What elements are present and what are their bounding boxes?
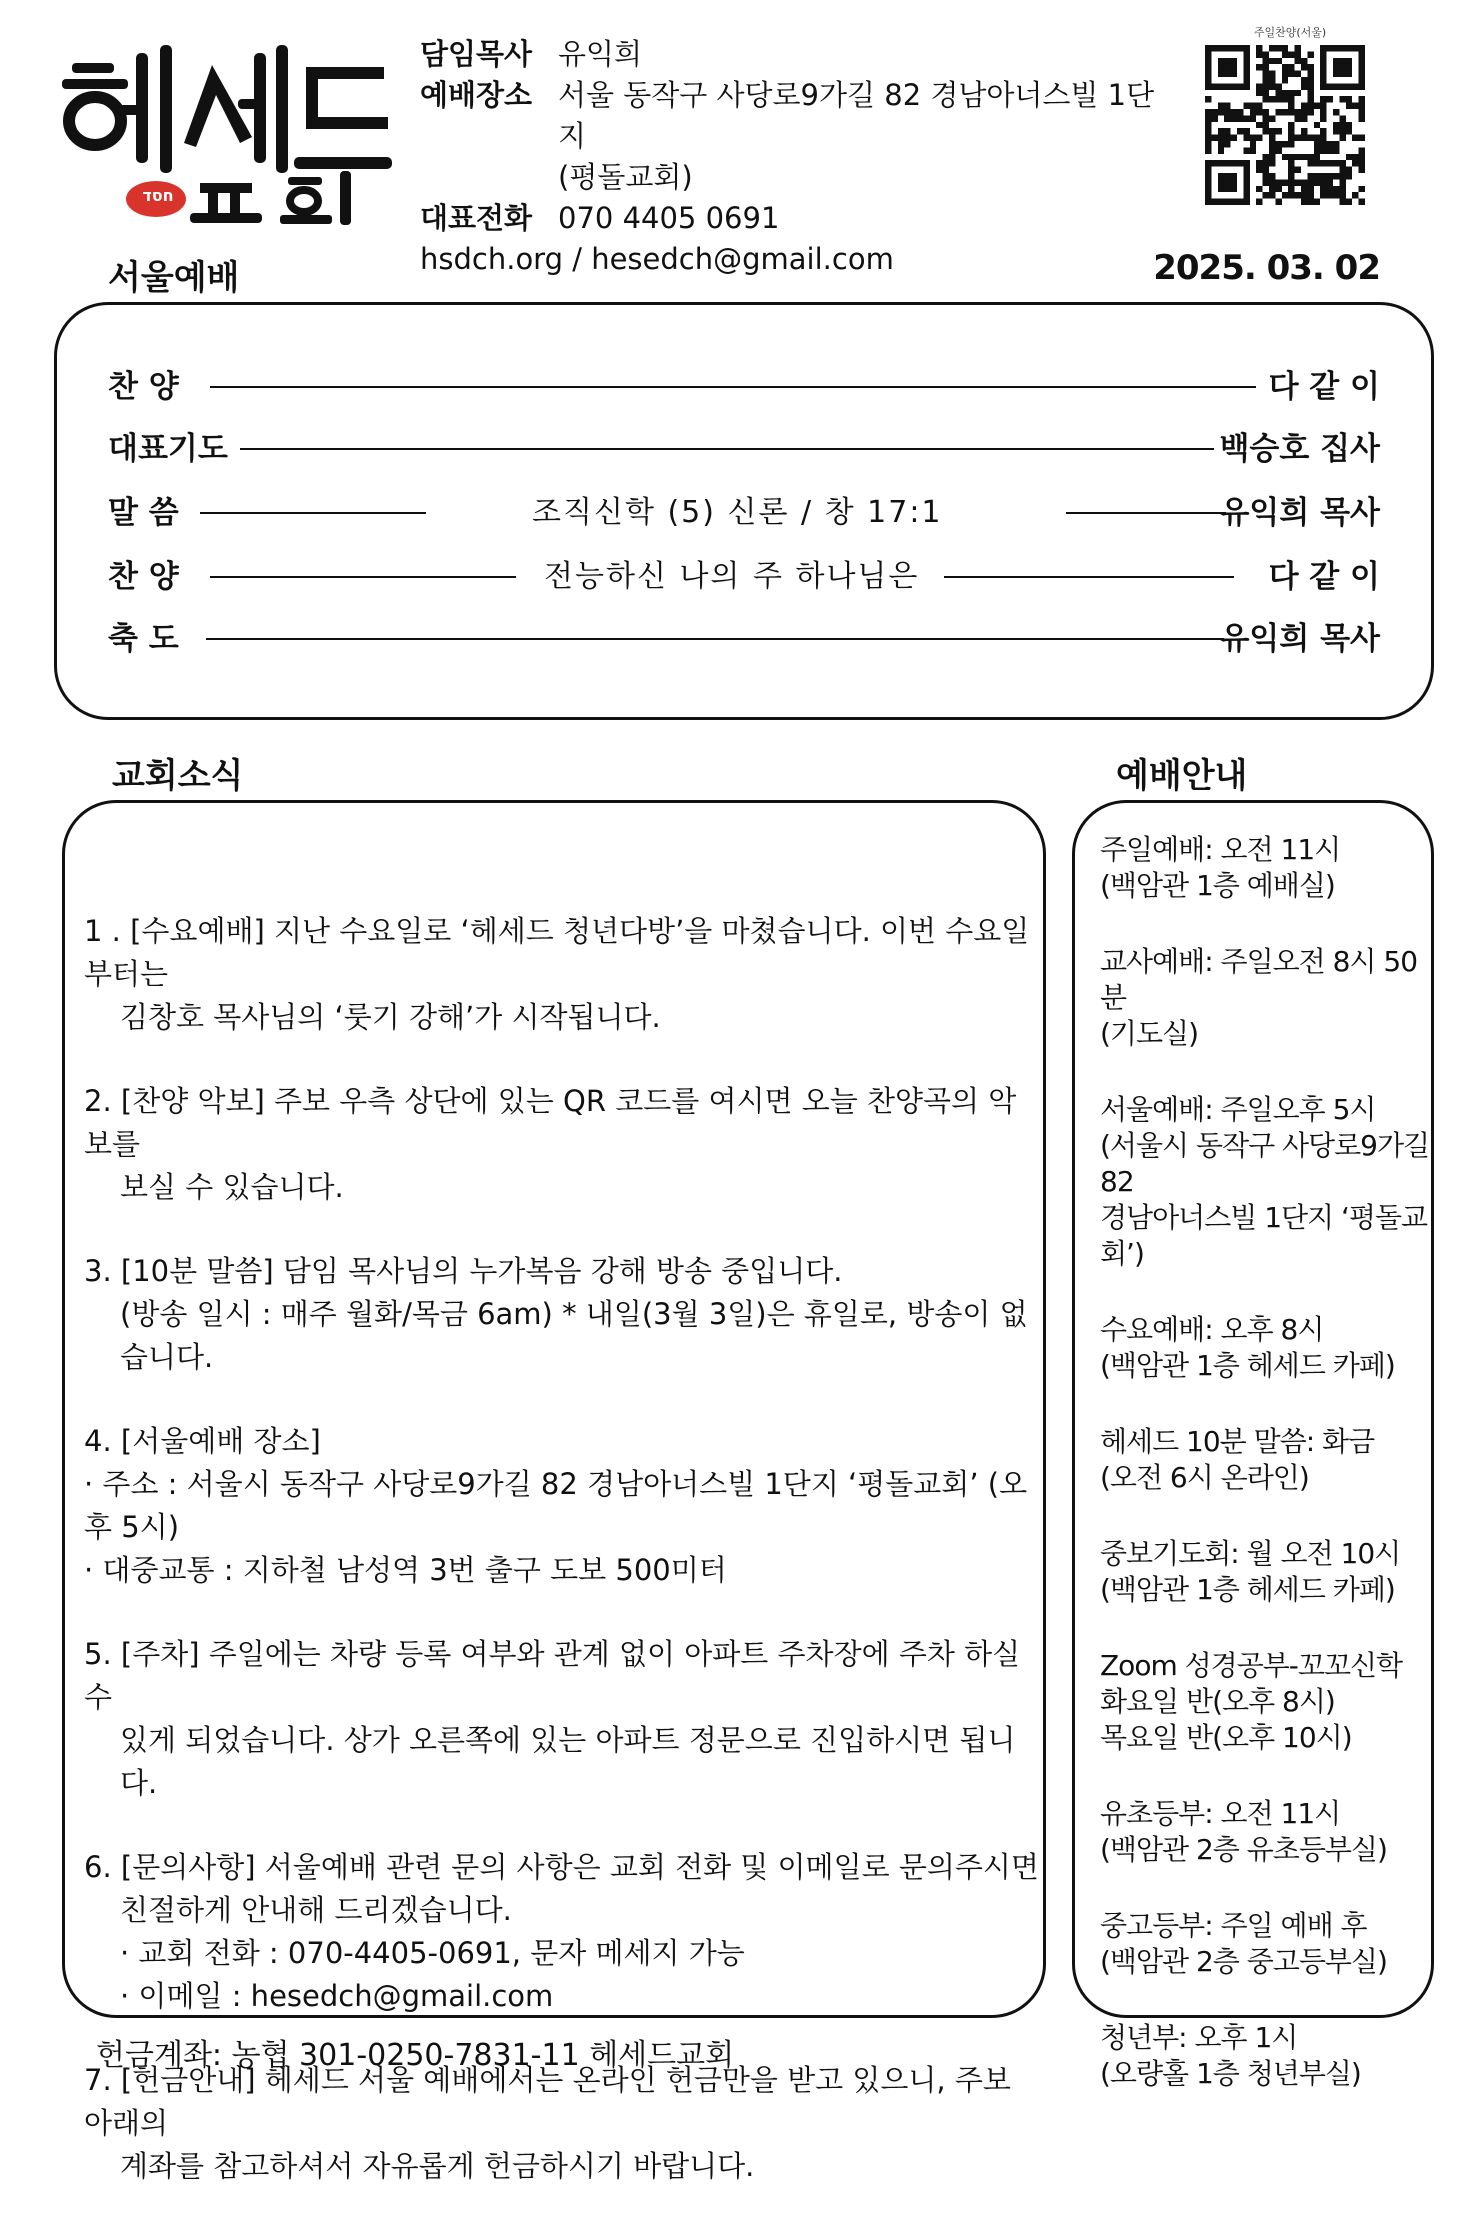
news-text: 3. [10분 말씀] 담임 목사님의 누가복음 강해 방송 중입니다. <box>84 1254 843 1288</box>
guide-text: (백암관 1층 헤세드 카페) <box>1100 1573 1395 1606</box>
guide-item <box>1100 1908 1430 1980</box>
guide-text: 서울예배: 주일오후 5시 <box>1100 1093 1376 1126</box>
guide-text: (오량홀 1층 청년부실) <box>1100 2057 1361 2090</box>
guide-text: 중고등부: 주일 예배 후 <box>1100 1909 1367 1942</box>
guide-text: 화요일 반(오후 8시) <box>1100 1685 1335 1718</box>
guide-item <box>1100 1424 1430 1496</box>
place-address-line2: (평돌교회) <box>558 160 693 194</box>
service-title: 서울예배 <box>108 258 240 298</box>
guide-text: (서울시 동작구 사당로9가길 82 <box>1100 1129 1430 1198</box>
guide-text: (백암관 1층 헤세드 카페) <box>1100 1349 1395 1382</box>
service-row-label: 말 씀 <box>108 495 179 531</box>
dotted-leader <box>210 386 1256 388</box>
guide-text: 청년부: 오후 1시 <box>1100 2021 1298 2054</box>
dotted-leader <box>240 448 1214 450</box>
news-text: 7. [헌금안내] 헤세드 서울 예배에서는 온라인 헌금만을 받고 있으니, 주보 아래의 <box>84 2063 1011 2140</box>
guide-text: 중보기도회: 월 오전 10시 <box>1100 1537 1401 1570</box>
dotted-leader <box>1066 512 1226 514</box>
guide-item <box>1100 944 1430 1052</box>
guide-title: 예배안내 <box>1116 756 1248 796</box>
hymn-title: 전능하신 나의 주 하나님은 <box>544 559 920 594</box>
phone-label: 대표전화 <box>420 201 533 235</box>
news-text: 6. [문의사항] 서울예배 관련 문의 사항은 교회 전화 및 이메일로 문의주시면 <box>84 1850 1039 1884</box>
dotted-leader <box>206 638 1224 640</box>
service-row-leader: 다 같 이 <box>1268 559 1380 595</box>
church-logo <box>62 45 392 225</box>
pastor-label: 담임목사 <box>420 37 533 71</box>
news-text: · 교회 전화 : 070-4405-0691, 문자 메세지 가능 <box>120 1936 745 1970</box>
web-email: hsdch.org / hesedch@gmail.com <box>420 242 894 276</box>
guide-text: (백암관 2층 중고등부실) <box>1100 1945 1387 1978</box>
news-item <box>84 910 1044 1039</box>
place-address: 서울 동작구 사당로9가길 82 경남아너스빌 1단지 <box>558 78 1155 153</box>
guide-text: 목요일 반(오후 10시) <box>1100 1721 1352 1754</box>
service-row-leader: 유익희 목사 <box>1219 621 1380 657</box>
news-item <box>84 1633 1044 1805</box>
news-text: · 이메일 : hesedch@gmail.com <box>120 1979 554 2013</box>
guide-text: 주일예배: 오전 11시 <box>1100 833 1341 866</box>
news-text: 2. [찬양 악보] 주보 우측 상단에 있는 QR 코드를 여시면 오늘 찬양곡의 악보를 <box>84 1084 1017 1161</box>
pastor-name: 유익희 <box>558 37 643 71</box>
guide-text: (백암관 2층 유초등부실) <box>1100 1833 1387 1866</box>
service-row-leader: 백승호 집사 <box>1219 431 1380 467</box>
news-item <box>84 1080 1044 1209</box>
news-text: 4. [서울예배 장소] <box>84 1424 321 1458</box>
sermon-title: 조직신학 (5) 신론 / 창 17:1 <box>532 495 943 530</box>
guide-item <box>1100 1648 1430 1756</box>
guide-item <box>1100 1536 1430 1608</box>
service-row-praise-1 <box>54 362 1434 412</box>
service-row-label: 찬 양 <box>108 559 179 595</box>
news-item <box>84 1420 1044 1592</box>
news-item <box>84 1846 1044 2018</box>
news-item <box>84 2059 1044 2188</box>
news-title: 교회소식 <box>112 756 244 796</box>
news-text: 있게 되었습니다. 상가 오른쪽에 있는 아파트 정문으로 진입하시면 됩니다. <box>120 1723 1016 1800</box>
guide-item <box>1100 832 1430 904</box>
news-text: 보실 수 있습니다. <box>120 1170 344 1204</box>
dotted-leader <box>210 576 516 578</box>
service-row-leader: 유익희 목사 <box>1219 495 1380 531</box>
service-row-label: 찬 양 <box>108 369 179 405</box>
guide-text: (백암관 1층 예배실) <box>1100 869 1335 902</box>
service-date: 2025. 03. 02 <box>1153 248 1380 288</box>
logo-seal-text: חסד <box>142 186 174 205</box>
news-item <box>84 1250 1044 1379</box>
qr-label: 주일찬양(서울) <box>1253 26 1327 39</box>
dotted-leader <box>200 512 426 514</box>
guide-item <box>1100 1796 1430 1868</box>
guide-text: Zoom 성경공부-꼬꼬신학 <box>1100 1649 1403 1682</box>
news-text: · 대중교통 : 지하철 남성역 3번 출구 도보 500미터 <box>84 1553 727 1587</box>
guide-text: 교사예배: 주일오전 8시 50분 <box>1100 945 1418 1014</box>
news-text: 계좌를 참고하셔서 자유롭게 헌금하시기 바랍니다. <box>120 2149 755 2183</box>
phone-number: 070 4405 0691 <box>558 201 780 235</box>
guide-text: (오전 6시 온라인) <box>1100 1461 1309 1494</box>
dotted-leader <box>944 576 1234 578</box>
service-row-prayer <box>54 424 1434 474</box>
service-row-sermon <box>54 488 1434 538</box>
news-text: · 주소 : 서울시 동작구 사당로9가길 82 경남아너스빌 1단지 ‘평돌교회’ (오후 5시) <box>84 1467 1028 1544</box>
guide-item <box>1100 2020 1430 2092</box>
news-text: 1 . [수요예배] 지난 수요일로 ‘헤세드 청년다방’을 마쳤습니다. 이번 수요일부터는 <box>84 914 1030 991</box>
guide-text: 헤세드 10분 말씀: 화금 <box>1100 1425 1375 1458</box>
church-info <box>420 34 1180 280</box>
guide-text: 수요예배: 오후 8시 <box>1100 1313 1324 1346</box>
news-text: (방송 일시 : 매주 월화/목금 6am) * 내일(3월 3일)은 휴일로, 방송이 없습니다. <box>120 1297 1028 1374</box>
guide-text: 경남아너스빌 1단지 ‘평돌교회’) <box>1100 1201 1428 1270</box>
service-row-label: 대표기도 <box>108 431 228 467</box>
news-text: 친절하게 안내해 드리겠습니다. <box>120 1893 512 1927</box>
guide-item <box>1100 1092 1430 1272</box>
qr-code[interactable] <box>1205 45 1365 205</box>
service-row-label: 축 도 <box>108 621 179 657</box>
service-row-praise-2 <box>54 552 1434 602</box>
news-text: 5. [주차] 주일에는 차량 등록 여부와 관계 없이 아파트 주차장에 주차 하실 수 <box>84 1637 1021 1714</box>
place-label: 예배장소 <box>420 78 533 112</box>
offering-account: 헌금계좌: 농협 301-0250-7831-11 헤세드교회 <box>96 2038 735 2073</box>
news-text: 김창호 목사님의 ‘룻기 강해’가 시작됩니다. <box>120 1000 661 1034</box>
guide-text: (기도실) <box>1100 1017 1198 1050</box>
guide-text: 유초등부: 오전 11시 <box>1100 1797 1341 1830</box>
guide-list <box>1100 832 1430 2132</box>
service-row-leader: 다 같 이 <box>1268 369 1380 405</box>
guide-item <box>1100 1312 1430 1384</box>
service-row-benediction <box>54 614 1434 664</box>
